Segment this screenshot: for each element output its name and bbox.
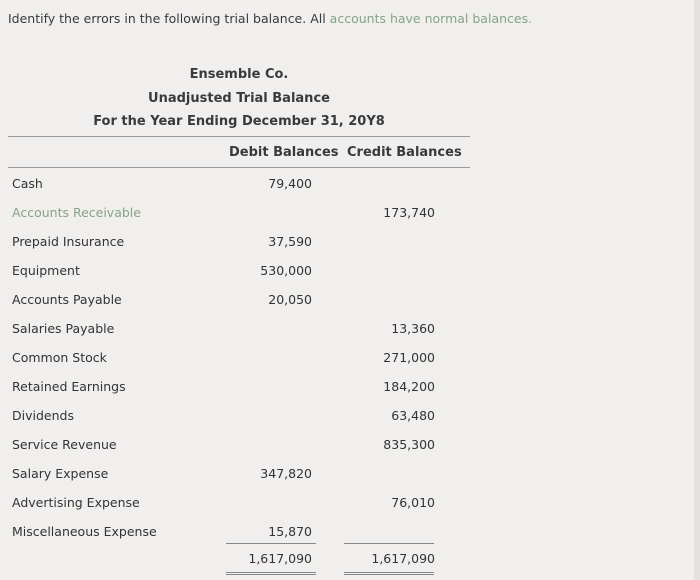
- debit-total-double-rule: [226, 572, 316, 575]
- account-name: Accounts Receivable: [12, 205, 141, 220]
- table-row: [12, 350, 472, 370]
- table-row: [12, 292, 472, 312]
- table-row: [12, 263, 472, 283]
- table-row: [12, 176, 472, 196]
- debit-amount: 37,590: [268, 234, 312, 249]
- debit-amount: 20,050: [268, 292, 312, 307]
- statement-title: Unadjusted Trial Balance: [148, 91, 330, 106]
- question-prompt: [8, 11, 532, 26]
- header-rule: [8, 136, 470, 137]
- credit-column-header: Credit Balances: [347, 145, 462, 160]
- credit-amount: 173,740: [383, 205, 435, 220]
- account-name: Miscellaneous Expense: [12, 524, 157, 539]
- account-name: Salaries Payable: [12, 321, 115, 336]
- credit-amount: 835,300: [383, 437, 435, 452]
- account-name: Cash: [12, 176, 43, 191]
- credit-amount: 76,010: [391, 495, 435, 510]
- credit-amount: 63,480: [391, 408, 435, 423]
- account-name: Equipment: [12, 263, 80, 278]
- window-edge: [694, 0, 700, 580]
- prompt-text: Identify the errors in the following trial balance. All: [8, 11, 330, 26]
- totals-row: [12, 551, 472, 571]
- account-name: Prepaid Insurance: [12, 234, 125, 249]
- debit-column-header: Debit Balances: [229, 145, 339, 160]
- credit-amount: 13,360: [391, 321, 435, 336]
- table-row: [12, 408, 472, 428]
- table-row: [12, 234, 472, 254]
- table-row: [12, 205, 472, 225]
- account-name: Service Revenue: [12, 437, 117, 452]
- debit-amount: 15,870: [268, 524, 312, 539]
- account-name: Advertising Expense: [12, 495, 140, 510]
- credit-amount: 271,000: [383, 350, 435, 365]
- credit-total-double-rule: [344, 572, 434, 575]
- account-name: Retained Earnings: [12, 379, 126, 394]
- credit-total: 1,617,090: [371, 551, 435, 566]
- credit-total-rule: [344, 543, 434, 544]
- account-name: Common Stock: [12, 350, 107, 365]
- account-name: Accounts Payable: [12, 292, 122, 307]
- debit-amount: 79,400: [268, 176, 312, 191]
- table-row: [12, 437, 472, 457]
- table-row: [12, 379, 472, 399]
- account-name: Dividends: [12, 408, 74, 423]
- debit-total: 1,617,090: [248, 551, 312, 566]
- debit-total-rule: [226, 543, 316, 544]
- statement-period: For the Year Ending December 31, 20Y8: [93, 114, 385, 129]
- prompt-highlight-text: accounts have normal balances.: [329, 11, 533, 26]
- table-row: [12, 524, 472, 544]
- debit-amount: 530,000: [260, 263, 312, 278]
- table-row: [12, 321, 472, 341]
- table-row: [12, 466, 472, 486]
- column-header-rule: [8, 167, 470, 168]
- debit-amount: 347,820: [260, 466, 312, 481]
- company-name: Ensemble Co.: [189, 67, 289, 82]
- account-name: Salary Expense: [12, 466, 109, 481]
- table-row: [12, 495, 472, 515]
- credit-amount: 184,200: [383, 379, 435, 394]
